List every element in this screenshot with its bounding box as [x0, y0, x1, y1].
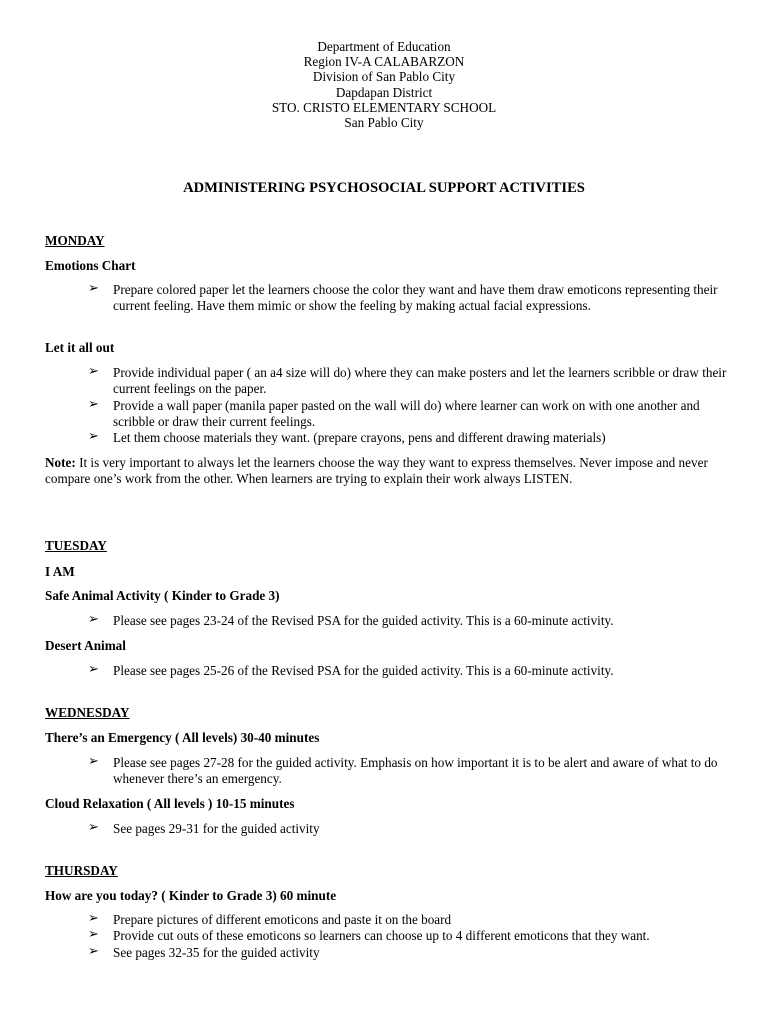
- activity-heading: I AM: [45, 564, 75, 579]
- arrow-bullet-icon: ➢: [88, 396, 99, 412]
- list-item: ➢ Provide a wall paper (manila paper pasted on the wall will do) where learner can work on with one another and scribble or draw their current feelings.: [88, 396, 700, 429]
- list-item: ➢ Please see pages 25-26 of the Revised PSA for the guided activity. This is a 60-minute activity.: [88, 662, 614, 678]
- list-item: ➢ Provide cut outs of these emoticons so learners can choose up to 4 different emoticons that they want.: [88, 927, 650, 944]
- arrow-bullet-icon: ➢: [88, 754, 99, 769]
- list-item: ➢ Prepare colored paper let the learners choose the color they want and have them draw emoticons representing their current feeling. Have them mimic or show the feeling by making actual facial expressions.: [88, 281, 718, 314]
- activity-heading: Safe Animal Activity ( Kinder to Grade 3): [45, 588, 280, 603]
- list-item: ➢ See pages 32-35 for the guided activity: [88, 943, 320, 960]
- header-line: San Pablo City: [344, 114, 424, 130]
- activity-heading: How are you today? ( Kinder to Grade 3) 60 minute: [45, 888, 337, 903]
- bullet-list: [88, 613, 728, 629]
- list-item: ➢ See pages 29-31 for the guided activity: [88, 820, 320, 836]
- activity-heading: Emotions Chart: [45, 258, 136, 273]
- bullet-list: [88, 663, 728, 679]
- bullet-list: [88, 282, 728, 315]
- note-label: Note:: [45, 455, 76, 470]
- arrow-bullet-icon: ➢: [88, 662, 99, 677]
- document-title: ADMINISTERING PSYCHOSOCIAL SUPPORT ACTIVITIES: [183, 180, 585, 196]
- arrow-bullet-icon: ➢: [88, 820, 99, 835]
- list-item: ➢ Prepare pictures of different emoticons and paste it on the board: [88, 911, 452, 927]
- arrow-bullet-icon: ➢: [88, 943, 99, 959]
- list-item: ➢ Please see pages 27-28 for the guided activity. Emphasis on how important it is to be alert and aware of what to do whenever there’s an emergency.: [88, 754, 718, 787]
- day-heading-wednesday: WEDNESDAY: [45, 705, 130, 720]
- list-item: ➢ Provide individual paper ( an a4 size will do) where they can make posters and let the learners scribble or draw their current feelings on the paper.: [88, 364, 727, 397]
- header-line: Division of San Pablo City: [312, 69, 456, 85]
- bullet-list: [88, 365, 728, 446]
- arrow-bullet-icon: ➢: [88, 612, 99, 627]
- header-line: STO. CRISTO ELEMENTARY SCHOOL: [271, 99, 497, 115]
- activity-heading: Desert Animal: [45, 638, 126, 653]
- header-line: Dapdapan District: [335, 84, 433, 100]
- day-heading-monday: MONDAY: [45, 233, 105, 248]
- arrow-bullet-icon: ➢: [88, 927, 99, 943]
- activity-heading: Let it all out: [45, 340, 115, 355]
- bullet-list: [88, 755, 728, 788]
- arrow-bullet-icon: ➢: [88, 281, 99, 296]
- header-line: Department of Education: [317, 39, 451, 54]
- header-line: Region IV-A CALABARZON: [303, 54, 465, 70]
- activity-heading: Cloud Relaxation ( All levels ) 10-15 minutes: [45, 796, 295, 811]
- day-heading-thursday: THURSDAY: [45, 863, 118, 878]
- letterhead: [0, 39, 768, 130]
- activity-heading: There’s an Emergency ( All levels) 30-40 minutes: [45, 730, 320, 745]
- note-paragraph: Note: It is very important to always let the learners choose the way they want to express themselves. Never impose and never compare one’s work from the other. When learners are trying to explain their work always LISTEN.: [45, 455, 708, 487]
- list-item: ➢ Please see pages 23-24 of the Revised PSA for the guided activity. This is a 60-minute activity.: [88, 612, 614, 628]
- arrow-bullet-icon: ➢: [88, 429, 99, 445]
- bullet-list: [88, 912, 728, 961]
- arrow-bullet-icon: ➢: [88, 364, 99, 379]
- day-heading-tuesday: TUESDAY: [45, 538, 107, 553]
- arrow-bullet-icon: ➢: [88, 911, 99, 926]
- bullet-list: [88, 821, 728, 837]
- list-item: ➢ Let them choose materials they want. (prepare crayons, pens and different drawing materials): [88, 429, 606, 446]
